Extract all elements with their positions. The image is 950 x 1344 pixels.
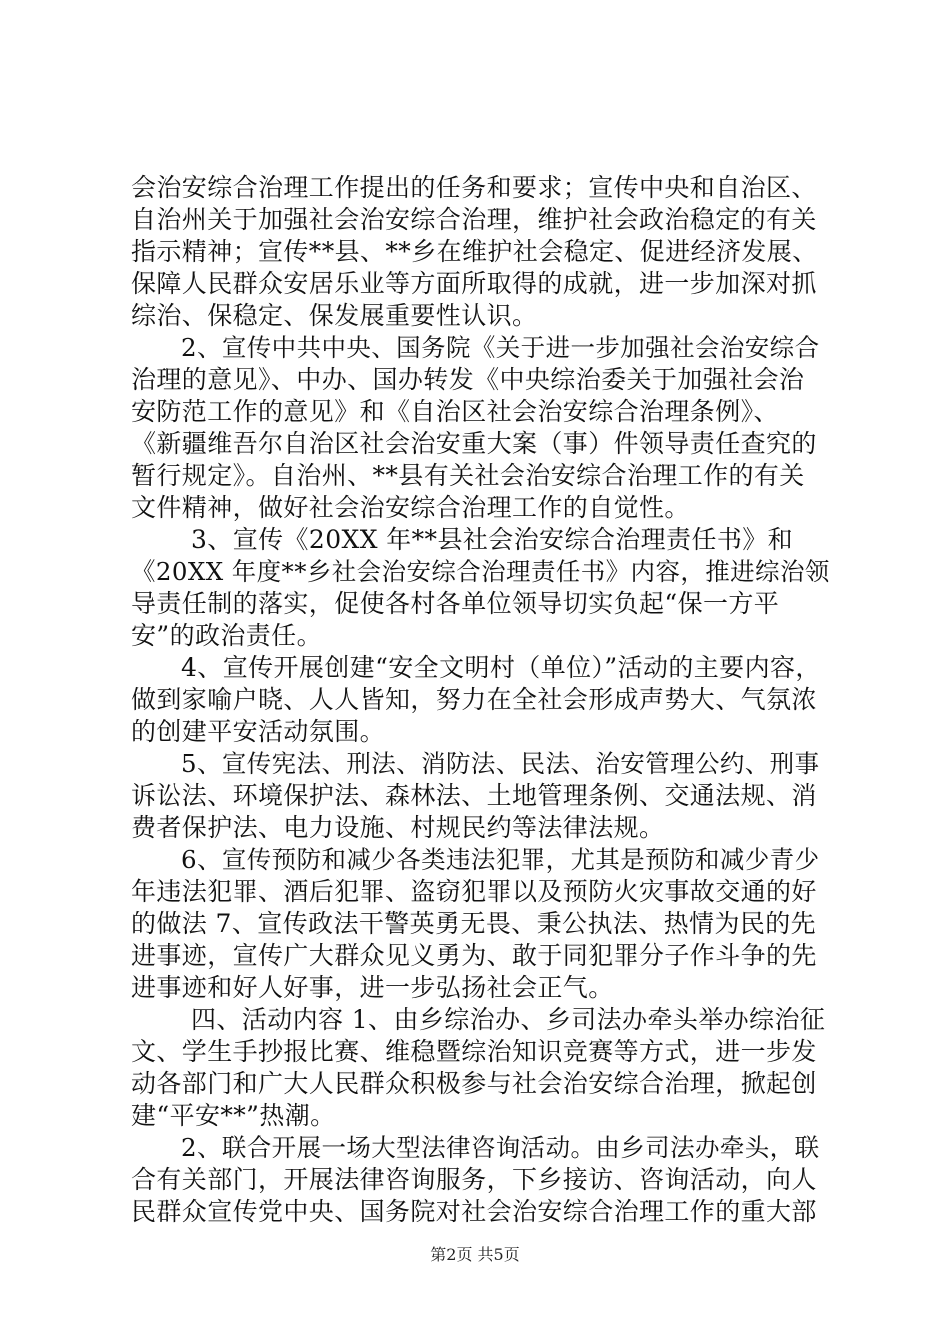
text-line: 导责任制的落实，促使各村各单位领导切实负起“保一方平 (131, 589, 780, 618)
paragraph-start-line: 5、宣传宪法、刑法、消防法、民法、治安管理公约、刑事 (181, 749, 820, 778)
text-line: 做到家喻户晓、人人皆知，努力在全社会形成声势大、气氛浓 (131, 685, 817, 714)
paragraph-start-line: 2、联合开展一场大型法律咨询活动。由乡司法办牵头，联 (181, 1133, 820, 1162)
text-line: 综治、保稳定、保发展重要性认识。 (131, 301, 538, 330)
text-line: 年违法犯罪、酒后犯罪、盗窃犯罪以及预防火灾事故交通的好 (131, 877, 817, 906)
text-line: 安”的政治责任。 (131, 621, 322, 650)
text-line: 民群众宣传党中央、国务院对社会治安综合治理工作的重大部 (131, 1197, 817, 1226)
text-line: 的做法 7、宣传政法干警英勇无畏、秉公执法、热情为民的先 (131, 909, 817, 938)
text-line: 动各部门和广大人民群众积极参与社会治安综合治理，掀起创 (131, 1069, 817, 1098)
paragraph-start-line: 2、宣传中共中央、国务院《关于进一步加强社会治安综合 (181, 333, 820, 362)
text-line: 进事迹和好人好事，进一步弘扬社会正气。 (131, 973, 614, 1002)
text-line: 《新疆维吾尔自治区社会治安重大案（事）件领导责任查究的 (131, 429, 817, 458)
text-line: 指示精神；宣传**县、**乡在维护社会稳定、促进经济发展、 (131, 237, 818, 266)
text-line: 文、学生手抄报比赛、维稳暨综治知识竞赛等方式，进一步发 (131, 1037, 817, 1066)
document-body (131, 172, 831, 1228)
text-line: 保障人民群众安居乐业等方面所取得的成就，进一步加深对抓 (131, 269, 817, 298)
paragraph-start-line: 3、宣传《20XX 年**县社会治安综合治理责任书》和 (191, 525, 794, 554)
text-line: 安防范工作的意见》和《自治区社会治安综合治理条例》、 (131, 397, 779, 426)
text-line: 自治州关于加强社会治安综合治理，维护社会政治稳定的有关 (131, 205, 817, 234)
page-number-footer: 第2页 共5页 (430, 1245, 520, 1264)
text-line: 进事迹，宣传广大群众见义勇为、敢于同犯罪分子作斗争的先 (131, 941, 817, 970)
text-line: 合有关部门，开展法律咨询服务，下乡接访、咨询活动，向人 (131, 1165, 817, 1194)
text-line: 诉讼法、环境保护法、森林法、土地管理条例、交通法规、消 (131, 781, 817, 810)
text-line: 文件精神，做好社会治安综合治理工作的自觉性。 (131, 493, 690, 522)
text-line: 建“平安**”热潮。 (131, 1101, 336, 1130)
paragraph-start-line: 四、活动内容 1、由乡综治办、乡司法办牵头举办综治征 (191, 1005, 826, 1034)
text-line: 会治安综合治理工作提出的任务和要求；宣传中央和自治区、 (131, 173, 817, 202)
text-line: 的创建平安活动氛围。 (131, 717, 386, 746)
text-line: 治理的意见》、中办、国办转发《中央综治委关于加强社会治 (131, 365, 805, 394)
paragraph-start-line: 6、宣传预防和减少各类违法犯罪，尤其是预防和减少青少 (181, 845, 820, 874)
text-line: 《20XX 年度**乡社会治安综合治理责任书》内容，推进综治领 (131, 557, 830, 586)
text-line: 暂行规定》。自治州、**县有关社会治安综合治理工作的有关 (131, 461, 805, 490)
text-line: 费者保护法、电力设施、村规民约等法律法规。 (131, 813, 665, 842)
paragraph-start-line: 4、宣传开展创建“安全文明村（单位）”活动的主要内容， (181, 653, 821, 682)
